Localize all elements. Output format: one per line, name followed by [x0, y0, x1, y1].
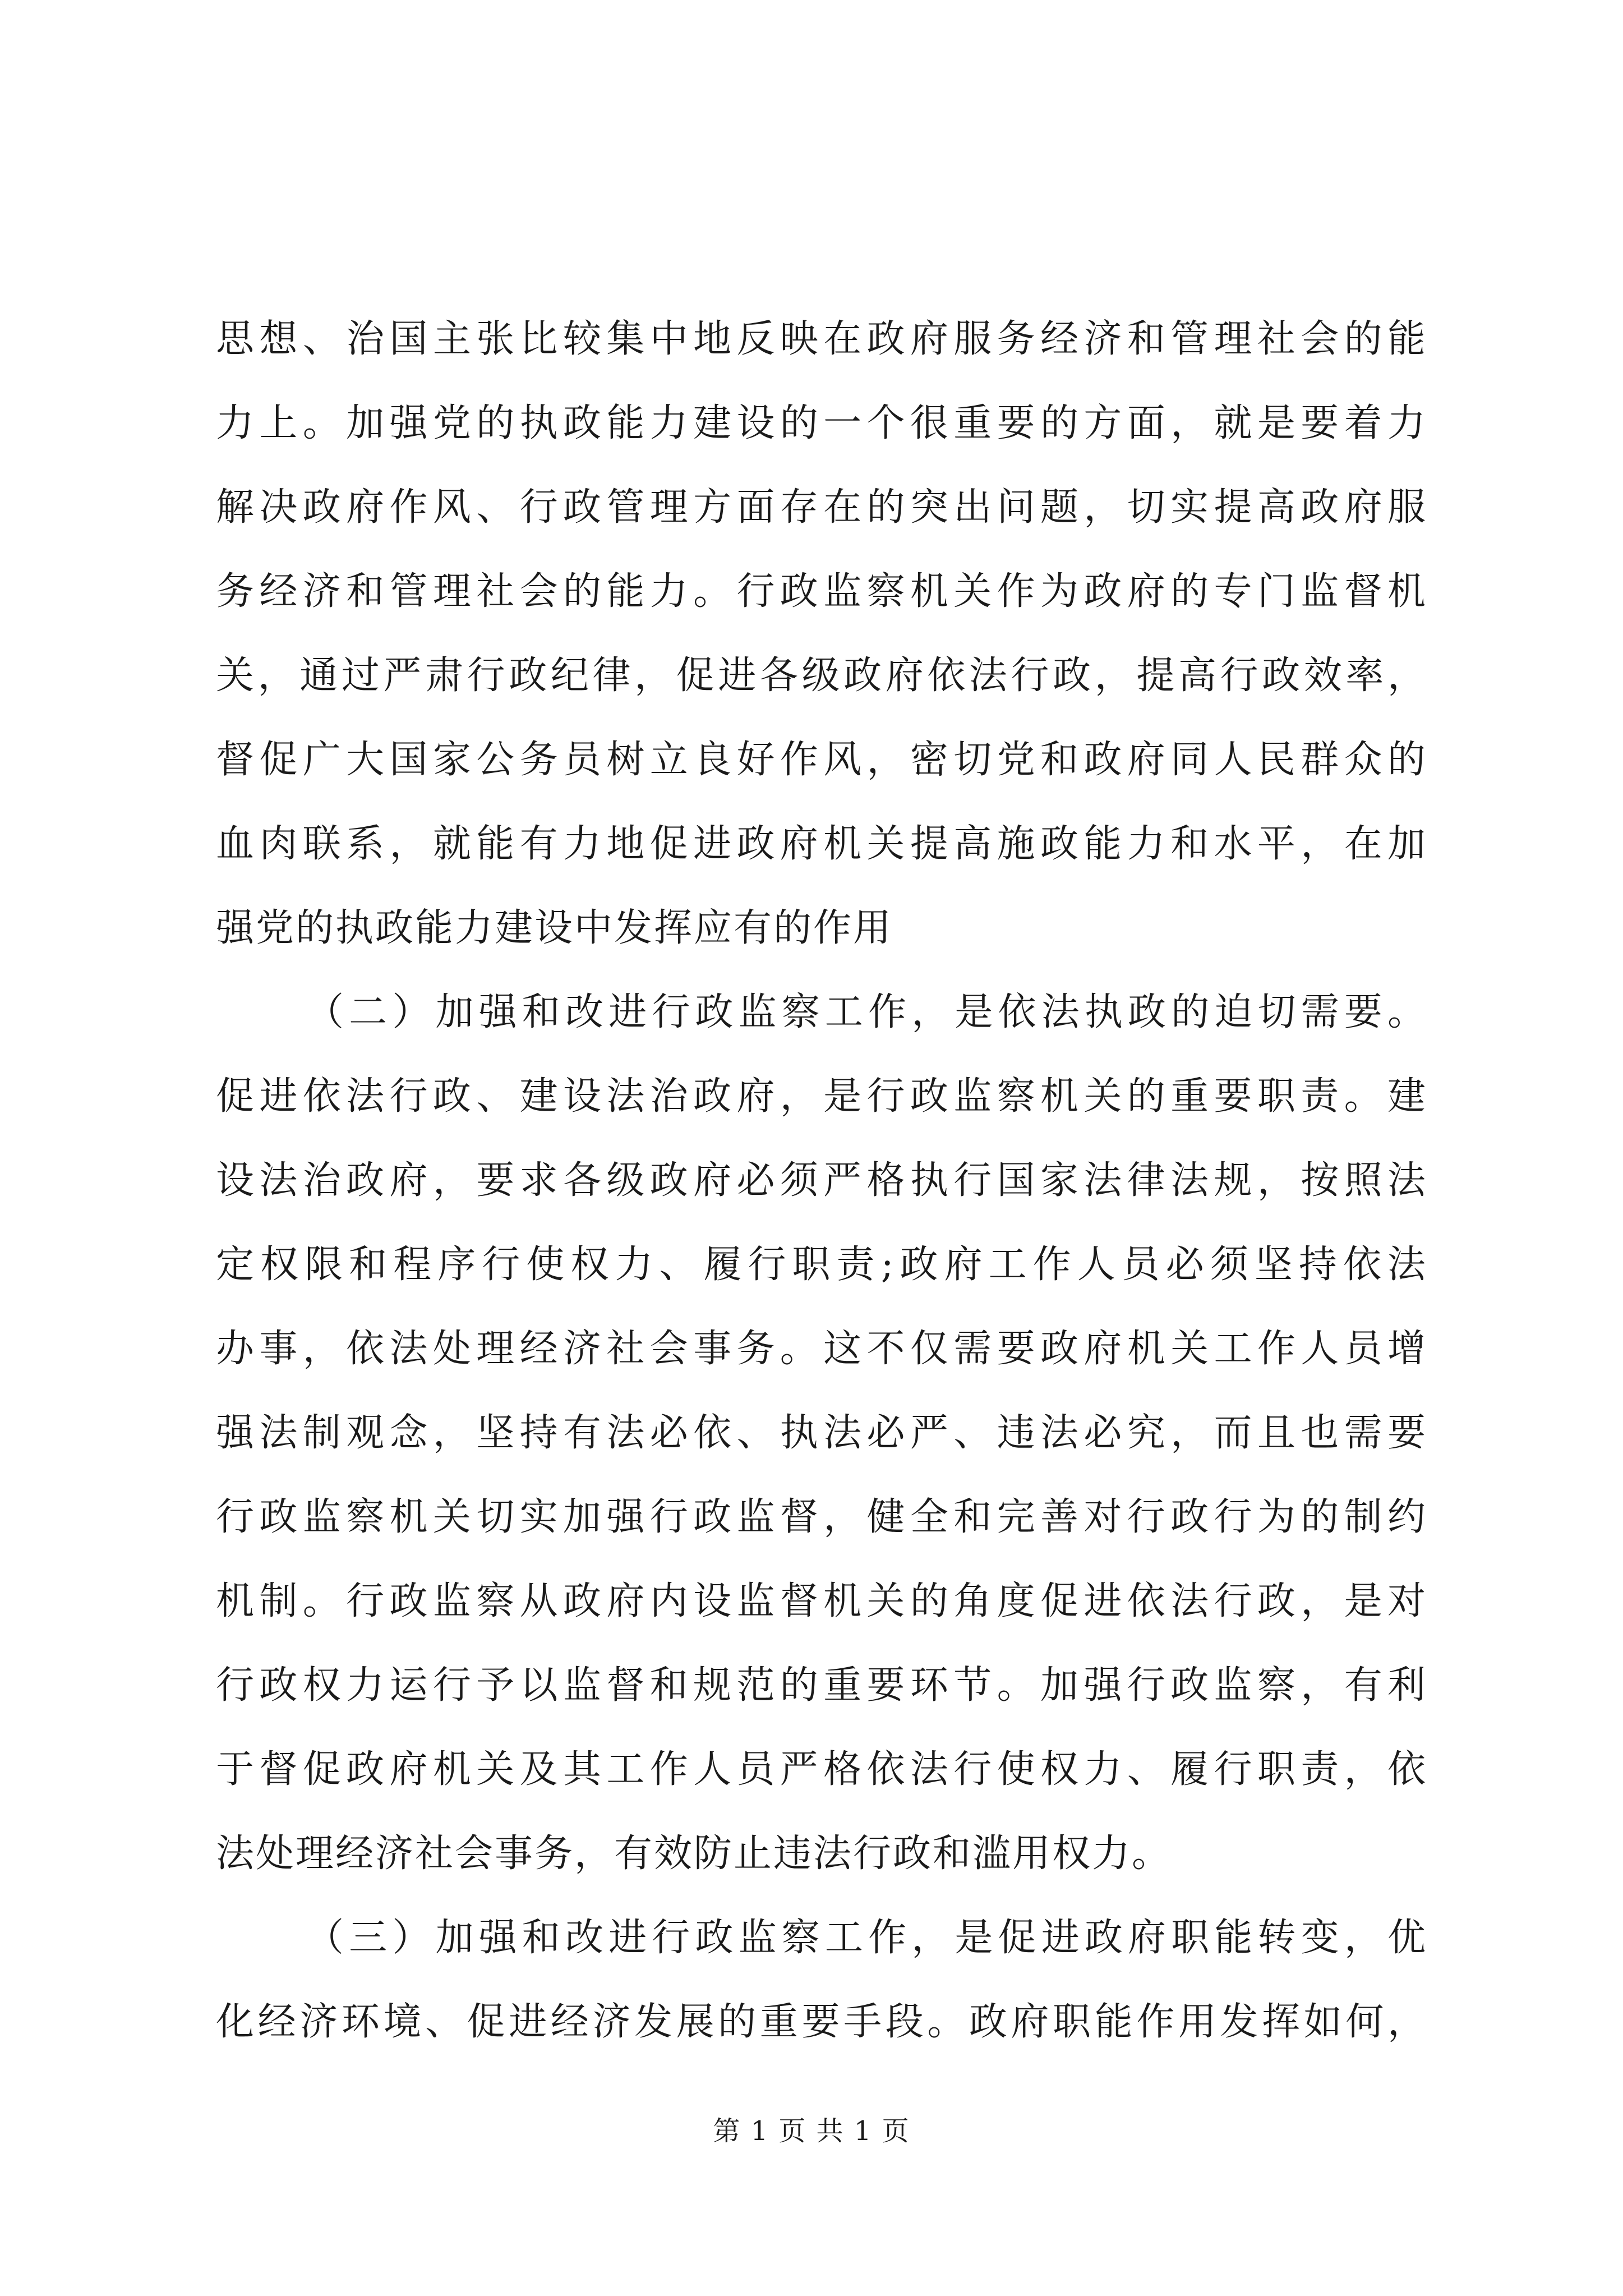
body-text: [216, 297, 1427, 2064]
text-line: 化经济环境、促进经济发展的重要手段。政府职能作用发挥如何，: [216, 2000, 1427, 2044]
paragraph-heading-line: （二）加强和改进行政监察工作，是依法执政的迫切需要。: [306, 990, 1427, 1034]
text-line: 强党的执政能力建设中发挥应有的作用: [216, 906, 893, 950]
text-line: 于督促政府机关及其工作人员严格依法行使权力、履行职责，依: [216, 1747, 1427, 1792]
text-line: 促进依法行政、建设法治政府，是行政监察机关的重要职责。建: [216, 1074, 1427, 1119]
text-line: 办事，依法处理经济社会事务。这不仅需要政府机关工作人员增: [216, 1327, 1427, 1371]
text-line: 机制。行政监察从政府内设监督机关的角度促进依法行政，是对: [216, 1579, 1427, 1623]
text-line: 思想、治国主张比较集中地反映在政府服务经济和管理社会的能: [216, 317, 1427, 361]
text-line: 设法治政府，要求各级政府必须严格执行国家法律法规，按照法: [216, 1158, 1427, 1203]
text-line: 行政权力运行予以监督和规范的重要环节。加强行政监察，有利: [216, 1663, 1427, 1708]
text-line: 行政监察机关切实加强行政监督，健全和完善对行政行为的制约: [216, 1495, 1427, 1539]
paragraph-heading-line: （三）加强和改进行政监察工作，是促进政府职能转变，优: [306, 1916, 1427, 1960]
text-line: 务经济和管理社会的能力。行政监察机关作为政府的专门监督机: [216, 569, 1427, 614]
text-line: 力上。加强党的执政能力建设的一个很重要的方面，就是要着力: [216, 401, 1427, 445]
text-line: 督促广大国家公务员树立良好作风，密切党和政府同人民群众的: [216, 738, 1427, 782]
text-line: 法处理经济社会事务，有效防止违法行政和滥用权力。: [216, 1832, 1172, 1876]
text-line: 关，通过严肃行政纪律，促进各级政府依法行政，提高行政效率，: [216, 654, 1427, 698]
page-number-label: 第 1 页 共 1 页: [713, 2115, 910, 2147]
text-line: 解决政府作风、行政管理方面存在的突出问题，切实提高政府服: [216, 485, 1427, 530]
page-footer: [0, 2109, 1623, 2148]
text-line: 强法制观念，坚持有法必依、执法必严、违法必究，而且也需要: [216, 1411, 1427, 1455]
text-line: 定权限和程序行使权力、履行职责;政府工作人员必须坚持依法: [216, 1243, 1427, 1287]
text-line: 血肉联系，就能有力地促进政府机关提高施政能力和水平，在加: [216, 822, 1427, 866]
